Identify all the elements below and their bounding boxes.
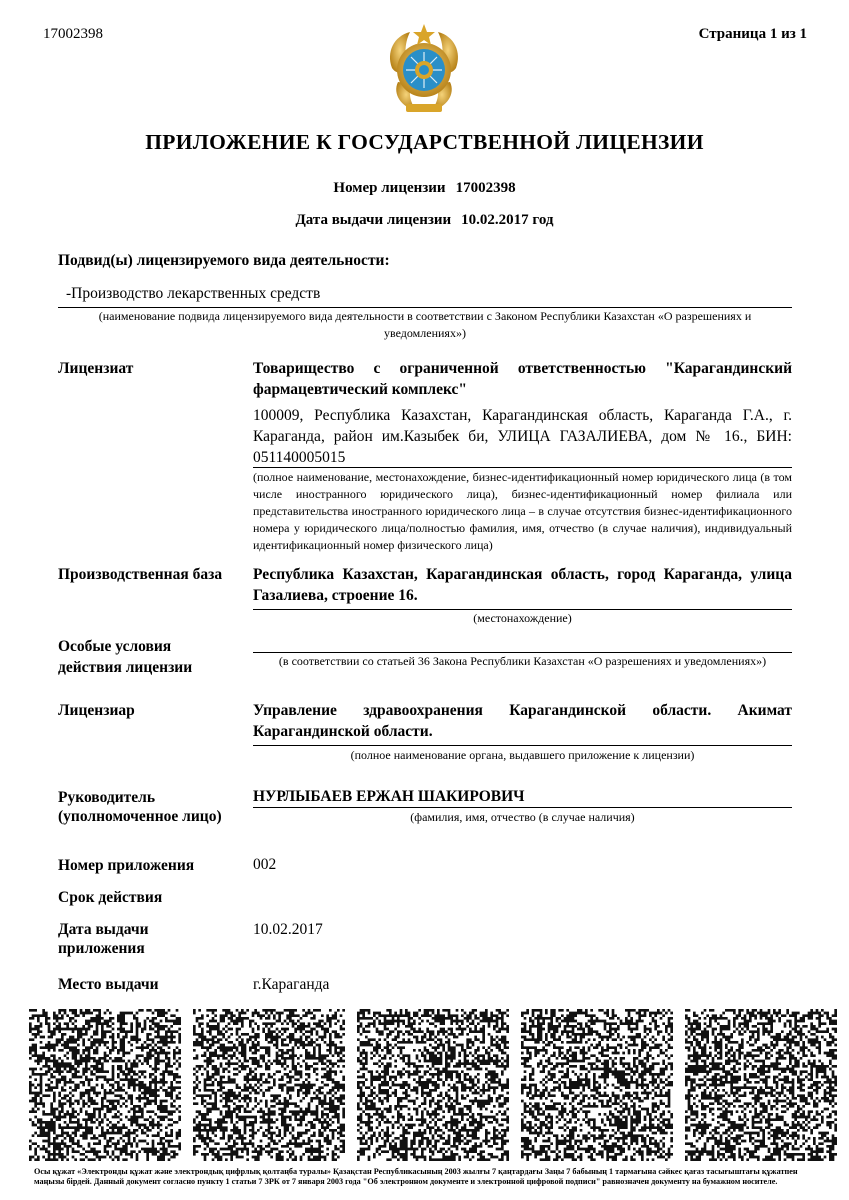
subtype-item: -Производство лекарственных средств bbox=[66, 285, 321, 302]
special-conditions-caption: (в соответствии со статьей 36 Закона Республики Казахстан «О разрешениях и уведомлениях») bbox=[278, 654, 767, 668]
footer-line-1: Осы құжат «Электронды құжат және электрондық цифрлық қолтаңба туралы» Қазақстан Республикасының 2003 жылғы 7 қаңтардағы Заңы 7 бабының 1 тармағына сәйкес қағаз тасығыштағы құжатпен bbox=[34, 1167, 798, 1176]
place-label: Место выдачи bbox=[58, 976, 159, 993]
license-date-label: Дата выдачи лицензии bbox=[295, 212, 452, 228]
appendix-number-value: 002 bbox=[253, 856, 277, 873]
qr-code bbox=[193, 1009, 345, 1161]
issue-date-label-line2: приложения bbox=[58, 940, 145, 957]
head-caption: (фамилия, имя, отчество (в случае наличия) bbox=[410, 810, 635, 824]
subtype-caption: (наименование подвида лицензируемого вида деятельности в соответствии с Законом Республики Казахстан «О разрешениях и уведомлениях») bbox=[98, 309, 752, 340]
production-base-caption: (местонахождение) bbox=[473, 611, 572, 625]
licensee-caption: (полное наименование, местонахождение, бизнес-идентификационный номер юридического лица (в том числе иностранного юридического лица), бизнес-идентификационный номер филиала или представительства иностранного юридического лица – в случае отсутствия бизнес-идентификационного номера у юридического лица/полностью фамилия, имя, отчество (в случае наличия), индивидуальный идентификационный номер физического лица) bbox=[253, 470, 792, 552]
special-conditions-label-line1: Особые условия bbox=[58, 638, 172, 655]
appendix-number-label: Номер приложения bbox=[58, 857, 195, 874]
divider bbox=[253, 745, 792, 746]
licensor-value: Управление здравоохранения Карагандинской области. Акимат Карагандинской области. bbox=[253, 702, 792, 740]
divider bbox=[253, 807, 792, 808]
head-label-line1: Руководитель bbox=[58, 789, 156, 806]
licensee-address: 100009, Республика Казахстан, Карагандинская область, Караганда Г.А., г. Караганда, район им.Казыбек би, УЛИЦА ГАЗАЛИЕВА, дом № 16., БИН: 051140005015 bbox=[253, 407, 792, 466]
qr-code bbox=[685, 1009, 837, 1161]
issue-date-label-line1: Дата выдачи bbox=[58, 921, 149, 938]
license-date-value: 10.02.2017 год bbox=[461, 212, 554, 228]
license-number-label: Номер лицензии bbox=[333, 180, 446, 196]
special-conditions-label-line2: действия лицензии bbox=[58, 659, 193, 676]
place-value: г.Караганда bbox=[253, 976, 330, 993]
divider bbox=[253, 467, 792, 468]
qr-code bbox=[357, 1009, 509, 1161]
licensee-label: Лицензиат bbox=[58, 360, 134, 377]
qr-code bbox=[29, 1009, 181, 1161]
validity-label: Срок действия bbox=[58, 889, 163, 906]
legal-footer bbox=[34, 1167, 826, 1187]
license-date-line bbox=[0, 212, 849, 229]
qr-code bbox=[521, 1009, 673, 1161]
page-title: ПРИЛОЖЕНИЕ К ГОСУДАРСТВЕННОЙ ЛИЦЕНЗИИ bbox=[145, 130, 704, 154]
production-base-label: Производственная база bbox=[58, 566, 223, 583]
licensee-name: Товарищество с ограниченной ответственностью "Карагандинский фармацевтический комплекс" bbox=[253, 360, 792, 398]
issue-date-value: 10.02.2017 bbox=[253, 921, 323, 938]
licensor-caption: (полное наименование органа, выдавшего приложение к лицензии) bbox=[350, 748, 695, 762]
license-number-value: 17002398 bbox=[455, 180, 516, 196]
subtype-heading: Подвид(ы) лицензируемого вида деятельности: bbox=[58, 252, 390, 269]
head-value: НУРЛЫБАЕВ ЕРЖАН ШАКИРОВИЧ bbox=[253, 788, 525, 805]
page-counter: Страница 1 из 1 bbox=[698, 26, 807, 42]
document-number: 17002398 bbox=[43, 26, 103, 42]
licensor-label: Лицензиар bbox=[58, 702, 135, 719]
footer-line-2: маңызы бірдей. Данный документ согласно пункту 1 статьи 7 ЗРК от 7 января 2003 года "Об электронном документе и электронной цифровой подписи" равнозначен документу на бумажном носителе. bbox=[34, 1177, 778, 1186]
state-emblem-icon bbox=[384, 22, 464, 118]
license-number-line bbox=[0, 180, 849, 197]
head-label-line2: (уполномоченное лицо) bbox=[58, 808, 222, 825]
production-base-value: Республика Казахстан, Карагандинская область, город Караганда, улица Газалиева, строение 16. bbox=[253, 566, 792, 604]
